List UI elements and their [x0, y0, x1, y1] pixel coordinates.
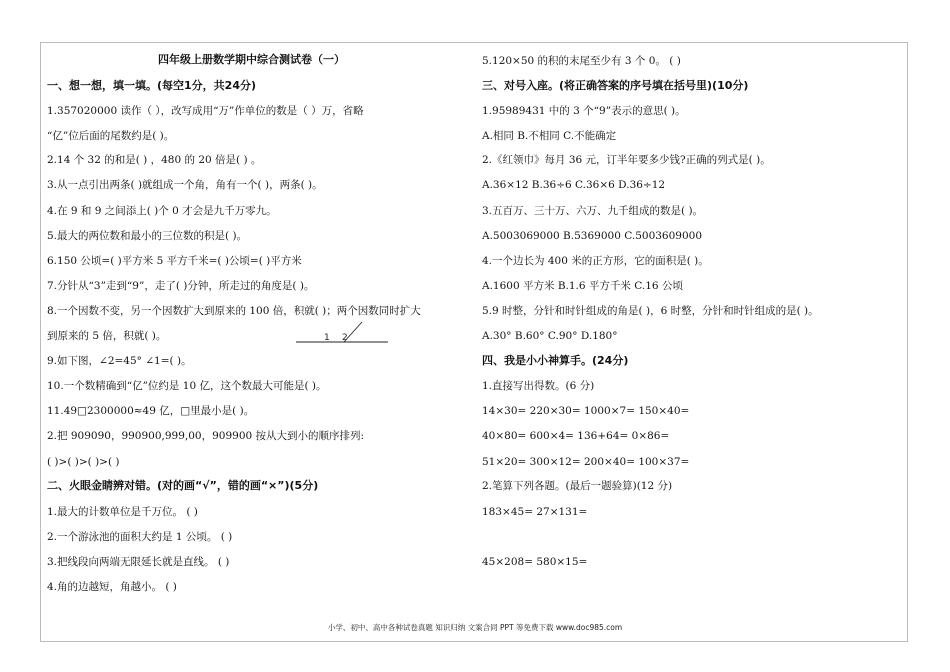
left-line: 6.150 公顷=( )平方米 5 平方千米=( )公顷=( )平方米: [47, 255, 302, 267]
left-line: 4.角的边越短，角越小。 ( ): [47, 581, 177, 593]
left-line: 5.最大的两位数和最小的三位数的积是( )。: [47, 230, 248, 242]
right-line: 4.一个边长为 400 米的正方形，它的面积是( )。: [482, 255, 709, 267]
right-line: A.36×12 B.36÷6 C.36×6 D.36÷12: [482, 179, 666, 191]
right-line: 14×30= 220×30= 1000×7= 150×40=: [482, 405, 690, 417]
right-line: 45×208= 580×15=: [482, 556, 588, 568]
right-line: A.相同 B.不相同 C.不能确定: [482, 130, 617, 142]
left-line: 10.一个数精确到“亿”位约是 10 亿，这个数最大可能是( )。: [47, 380, 327, 392]
right-line: 183×45= 27×131=: [482, 506, 588, 518]
right-line: 3.五百万、三十万、六万、九千组成的数是( )。: [482, 205, 704, 217]
left-line: 11.49□2300000≈49 亿，□里最小是( )。: [47, 405, 255, 417]
right-line: 5.9 时整，分针和时针组成的角是( )，6 时整，分针和时针组成的是( )。: [482, 305, 819, 317]
left-line: 到原来的 5 倍，积就( )。: [47, 330, 167, 342]
right-line: A.1600 平方米 B.1.6 平方千米 C.16 公顷: [482, 280, 683, 292]
right-line: 1.直接写出得数。(6 分): [482, 380, 595, 392]
right-line: 三、对号入座。(将正确答案的序号填在括号里)(10分): [482, 79, 749, 92]
left-line: 1.357020000 读作（ ），改写成用“万”作单位的数是（ ）万，省略: [47, 105, 364, 117]
left-line: 2.一个游泳池的面积大约是 1 公顷。 ( ): [47, 531, 233, 543]
left-line: ( )>( )>( )>( ): [47, 456, 120, 468]
page-title: 四年级上册数学期中综合测试卷（一）: [158, 53, 345, 66]
left-line: 7.分针从“3”走到“9”，走了( )分钟，所走过的角度是( )。: [47, 280, 315, 292]
right-line: 四、我是小小神算手。(24分): [482, 354, 629, 367]
right-line: 2.《红领巾》每月 36 元，订半年要多少钱?正确的列式是( )。: [482, 154, 771, 166]
right-line: 51×20= 300×12= 200×40= 100×37=: [482, 456, 690, 468]
right-line: A.30° B.60° C.90° D.180°: [482, 330, 618, 342]
left-line: 9.如下图，∠2=45° ∠1=( )。: [47, 355, 192, 367]
right-line: 40×80= 600×4= 136+64= 0×86=: [482, 430, 670, 442]
left-line: “亿”位后面的尾数约是( )。: [47, 130, 175, 142]
left-line: 2.14 个 32 的和是( ) ，480 的 20 倍是( ) 。: [47, 154, 262, 166]
right-line: 2.笔算下列各题。(最后一题验算)(12 分): [482, 480, 673, 492]
left-line: 1.最大的计数单位是千万位。 ( ): [47, 506, 198, 518]
left-line: 二、火眼金睛辨对错。(对的画“√”，错的画“×”)(5分): [47, 479, 319, 492]
right-line: 5.120×50 的积的末尾至少有 3 个 0。 ( ): [482, 55, 681, 67]
angle-label-1: 1: [324, 333, 330, 343]
right-line: 1.95989431 中的 3 个“9”表示的意思( )。: [482, 105, 686, 117]
page-footer: 小学、初中、高中各种试卷真题 知识归纳 文案合同 PPT 等免费下载 www.doc985.com: [327, 623, 623, 632]
left-line: 3.把线段向两端无限延长就是直线。 ( ): [47, 556, 230, 568]
left-line: 3.从一点引出两条( )就组成一个角，角有一个( )，两条( )。: [47, 179, 323, 191]
left-line: 2.把 909090，990900,999,00，909900 按从大到小的顺序排列:: [47, 430, 365, 442]
left-line: 一、想一想，填一填。(每空1分，共24分): [47, 79, 257, 92]
right-line: A.5003069000 B.5369000 C.5003609000: [482, 230, 703, 242]
angle-label-2: 2: [342, 333, 348, 343]
left-line: 8.一个因数不变，另一个因数扩大到原来的 100 倍，积就( )；两个因数同时扩大: [47, 305, 421, 317]
left-line: 4.在 9 和 9 之间添上( )个 0 才会是九千万零九。: [47, 205, 277, 217]
angle-figure: [296, 318, 388, 350]
